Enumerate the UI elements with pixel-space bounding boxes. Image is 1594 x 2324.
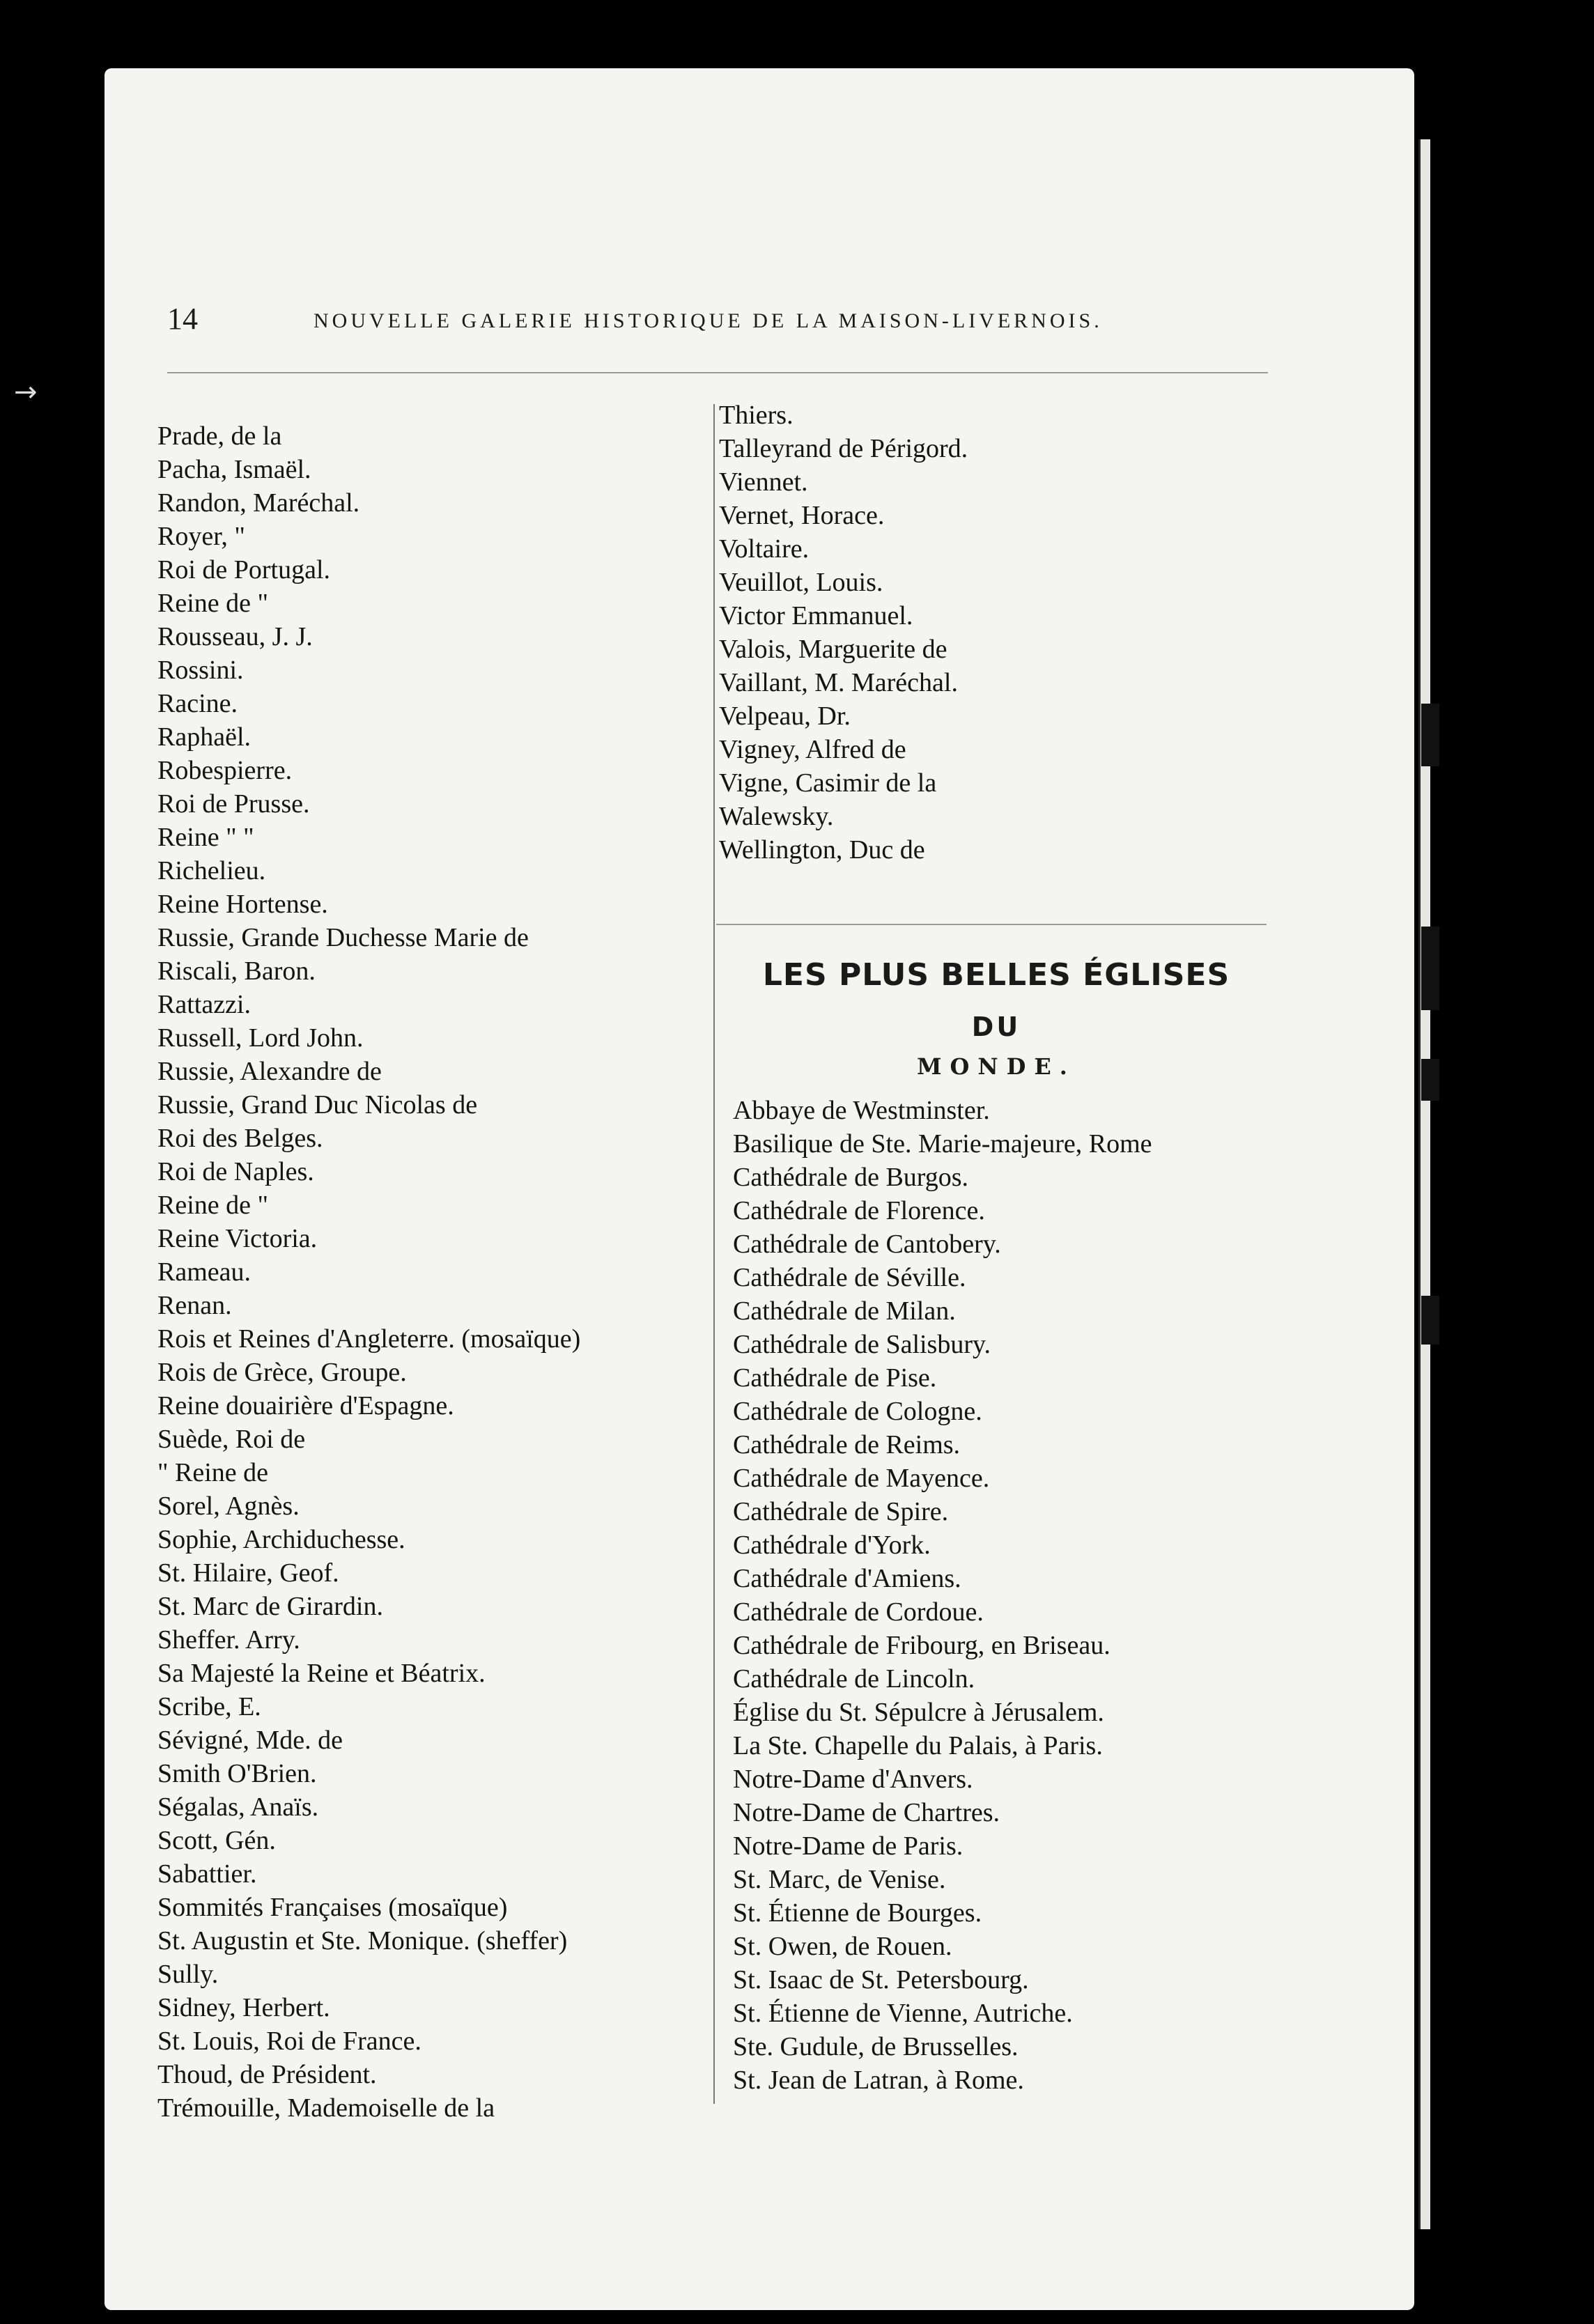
right-column-names-list — [719, 398, 968, 867]
list-item: Talleyrand de Périgord. — [719, 434, 968, 463]
list-item: Sophie, Archiduchesse. — [157, 1525, 405, 1554]
list-item: Cathédrale de Lincoln. — [733, 1664, 975, 1694]
list-item: St. Marc de Girardin. — [157, 1592, 383, 1621]
running-title: NOUVELLE GALERIE HISTORIQUE DE LA MAISON-LIVERNOIS. — [314, 309, 1103, 332]
left-column-list — [157, 419, 580, 2125]
list-item: Sabattier. — [157, 1859, 257, 1889]
page-tab-marker — [1421, 704, 1439, 766]
list-item: Roi de Portugal. — [157, 555, 331, 584]
page-tab-marker — [1421, 927, 1439, 1010]
list-item: St. Marc, de Venise. — [733, 1865, 946, 1894]
list-item: Russie, Grand Duc Nicolas de — [157, 1090, 478, 1120]
list-item: St. Augustin et Ste. Monique. (sheffer) — [157, 1926, 568, 1955]
list-item: Viennet. — [719, 467, 808, 497]
page-tab-marker — [1421, 1059, 1439, 1101]
section-title-du: DU — [971, 1012, 1021, 1042]
list-item: Scott, Gén. — [157, 1826, 276, 1855]
list-item: Cathédrale de Mayence. — [733, 1464, 990, 1493]
list-item: Reine douairière d'Espagne. — [157, 1391, 454, 1420]
list-item: Suède, Roi de — [157, 1425, 306, 1454]
list-item: Wellington, Duc de — [719, 835, 925, 865]
list-item: Sa Majesté la Reine et Béatrix. — [157, 1659, 486, 1688]
list-item: Cathédrale de Reims. — [733, 1430, 961, 1459]
list-item: St. Étienne de Bourges. — [733, 1898, 982, 1928]
page-edge — [1418, 139, 1430, 2229]
list-item: Église du St. Sépulcre à Jérusalem. — [733, 1698, 1104, 1727]
page-tab-marker — [1421, 1296, 1439, 1345]
list-item: St. Isaac de St. Petersbourg. — [733, 1965, 1029, 1994]
list-item: Rousseau, J. J. — [157, 622, 313, 651]
list-item: Vigney, Alfred de — [719, 735, 906, 764]
list-item: Reine de " — [157, 1191, 269, 1220]
list-item: Vaillant, M. Maréchal. — [719, 668, 958, 697]
list-item: Sully. — [157, 1960, 219, 1989]
list-item: Sorel, Agnès. — [157, 1492, 300, 1521]
list-item: Reine Victoria. — [157, 1224, 318, 1253]
list-item: Renan. — [157, 1291, 232, 1320]
list-item: Cathédrale de Séville. — [733, 1263, 966, 1292]
list-item: " Reine de — [157, 1458, 269, 1487]
list-item: Sévigné, Mde. de — [157, 1726, 343, 1755]
list-item: Cathédrale de Cologne. — [733, 1397, 982, 1426]
list-item: Victor Emmanuel. — [719, 601, 913, 630]
list-item: Cathédrale de Cordoue. — [733, 1597, 984, 1627]
list-item: Walewsky. — [719, 802, 834, 831]
arrow-icon: → — [14, 376, 38, 408]
section-title: LES PLUS BELLES ÉGLISES — [762, 957, 1230, 993]
list-item: Cathédrale d'York. — [733, 1531, 931, 1560]
list-item: Veuillot, Louis. — [719, 568, 883, 597]
list-item: St. Jean de Latran, à Rome. — [733, 2066, 1024, 2095]
list-item: Riscali, Baron. — [157, 956, 316, 986]
list-item: Cathédrale d'Amiens. — [733, 1564, 961, 1593]
page-header — [167, 301, 1268, 343]
list-item: Racine. — [157, 689, 238, 718]
column-divider — [713, 404, 715, 2104]
list-item: Rois et Reines d'Angleterre. (mosaïque) — [157, 1324, 581, 1354]
churches-list — [733, 1094, 1152, 2097]
list-item: Cathédrale de Fribourg, en Briseau. — [733, 1631, 1111, 1660]
list-item: Russie, Alexandre de — [157, 1057, 382, 1086]
list-item: St. Étienne de Vienne, Autriche. — [733, 1999, 1073, 2028]
list-item: Roi des Belges. — [157, 1124, 323, 1153]
list-item: Ségalas, Anaïs. — [157, 1792, 319, 1822]
list-item: Cathédrale de Florence. — [733, 1196, 985, 1225]
section-rule — [716, 924, 1267, 925]
list-item: Scribe, E. — [157, 1692, 261, 1721]
list-item: Reine Hortense. — [157, 890, 328, 919]
list-item: Cathédrale de Spire. — [733, 1497, 949, 1526]
list-item: Rattazzi. — [157, 990, 251, 1019]
list-item: St. Owen, de Rouen. — [733, 1932, 952, 1961]
list-item: Richelieu. — [157, 856, 266, 885]
list-item: Roi de Naples. — [157, 1157, 314, 1186]
list-item: St. Louis, Roi de France. — [157, 2027, 421, 2056]
list-item: Pacha, Ismaël. — [157, 455, 311, 484]
list-item: Prade, de la — [157, 421, 282, 451]
list-item: St. Hilaire, Geof. — [157, 1558, 339, 1588]
list-item: Valois, Marguerite de — [719, 635, 947, 664]
list-item: Velpeau, Dr. — [719, 702, 851, 731]
list-item: La Ste. Chapelle du Palais, à Paris. — [733, 1731, 1103, 1760]
list-item: Notre-Dame de Chartres. — [733, 1798, 1000, 1827]
list-item: Abbaye de Westminster. — [733, 1096, 990, 1125]
page-number: 14 — [167, 302, 198, 336]
list-item: Notre-Dame d'Anvers. — [733, 1765, 973, 1794]
section-title-monde: MONDE. — [917, 1053, 1076, 1080]
list-item: Robespierre. — [157, 756, 293, 785]
list-item: Cathédrale de Pise. — [733, 1363, 937, 1393]
list-item: Cathédrale de Burgos. — [733, 1163, 969, 1192]
list-item: Reine " " — [157, 823, 254, 852]
list-item: Cathédrale de Cantobery. — [733, 1230, 1001, 1259]
list-item: Ste. Gudule, de Brusselles. — [733, 2032, 1019, 2061]
list-item: Notre-Dame de Paris. — [733, 1831, 964, 1861]
list-item: Trémouille, Mademoiselle de la — [157, 2093, 495, 2123]
list-item: Rois de Grèce, Groupe. — [157, 1358, 407, 1387]
list-item: Vigne, Casimir de la — [719, 768, 937, 798]
list-item: Basilique de Ste. Marie-majeure, Rome — [733, 1129, 1152, 1159]
list-item: Smith O'Brien. — [157, 1759, 317, 1788]
list-item: Rameau. — [157, 1257, 252, 1287]
list-item: Raphaël. — [157, 722, 252, 752]
list-item: Sidney, Herbert. — [157, 1993, 330, 2022]
list-item: Rossini. — [157, 656, 244, 685]
list-item: Russie, Grande Duchesse Marie de — [157, 923, 529, 952]
list-item: Thiers. — [719, 401, 794, 430]
list-item: Cathédrale de Milan. — [733, 1296, 956, 1326]
list-item: Cathédrale de Salisbury. — [733, 1330, 991, 1359]
list-item: Thoud, de Président. — [157, 2060, 377, 2089]
list-item: Roi de Prusse. — [157, 789, 310, 819]
list-item: Vernet, Horace. — [719, 501, 885, 530]
list-item: Voltaire. — [719, 534, 810, 564]
list-item: Reine de " — [157, 589, 269, 618]
list-item: Sheffer. Arry. — [157, 1625, 300, 1655]
list-item: Russell, Lord John. — [157, 1023, 364, 1053]
header-rule — [167, 372, 1268, 373]
list-item: Sommités Françaises (mosaïque) — [157, 1893, 508, 1922]
list-item: Randon, Maréchal. — [157, 488, 360, 518]
list-item: Royer, " — [157, 522, 245, 551]
